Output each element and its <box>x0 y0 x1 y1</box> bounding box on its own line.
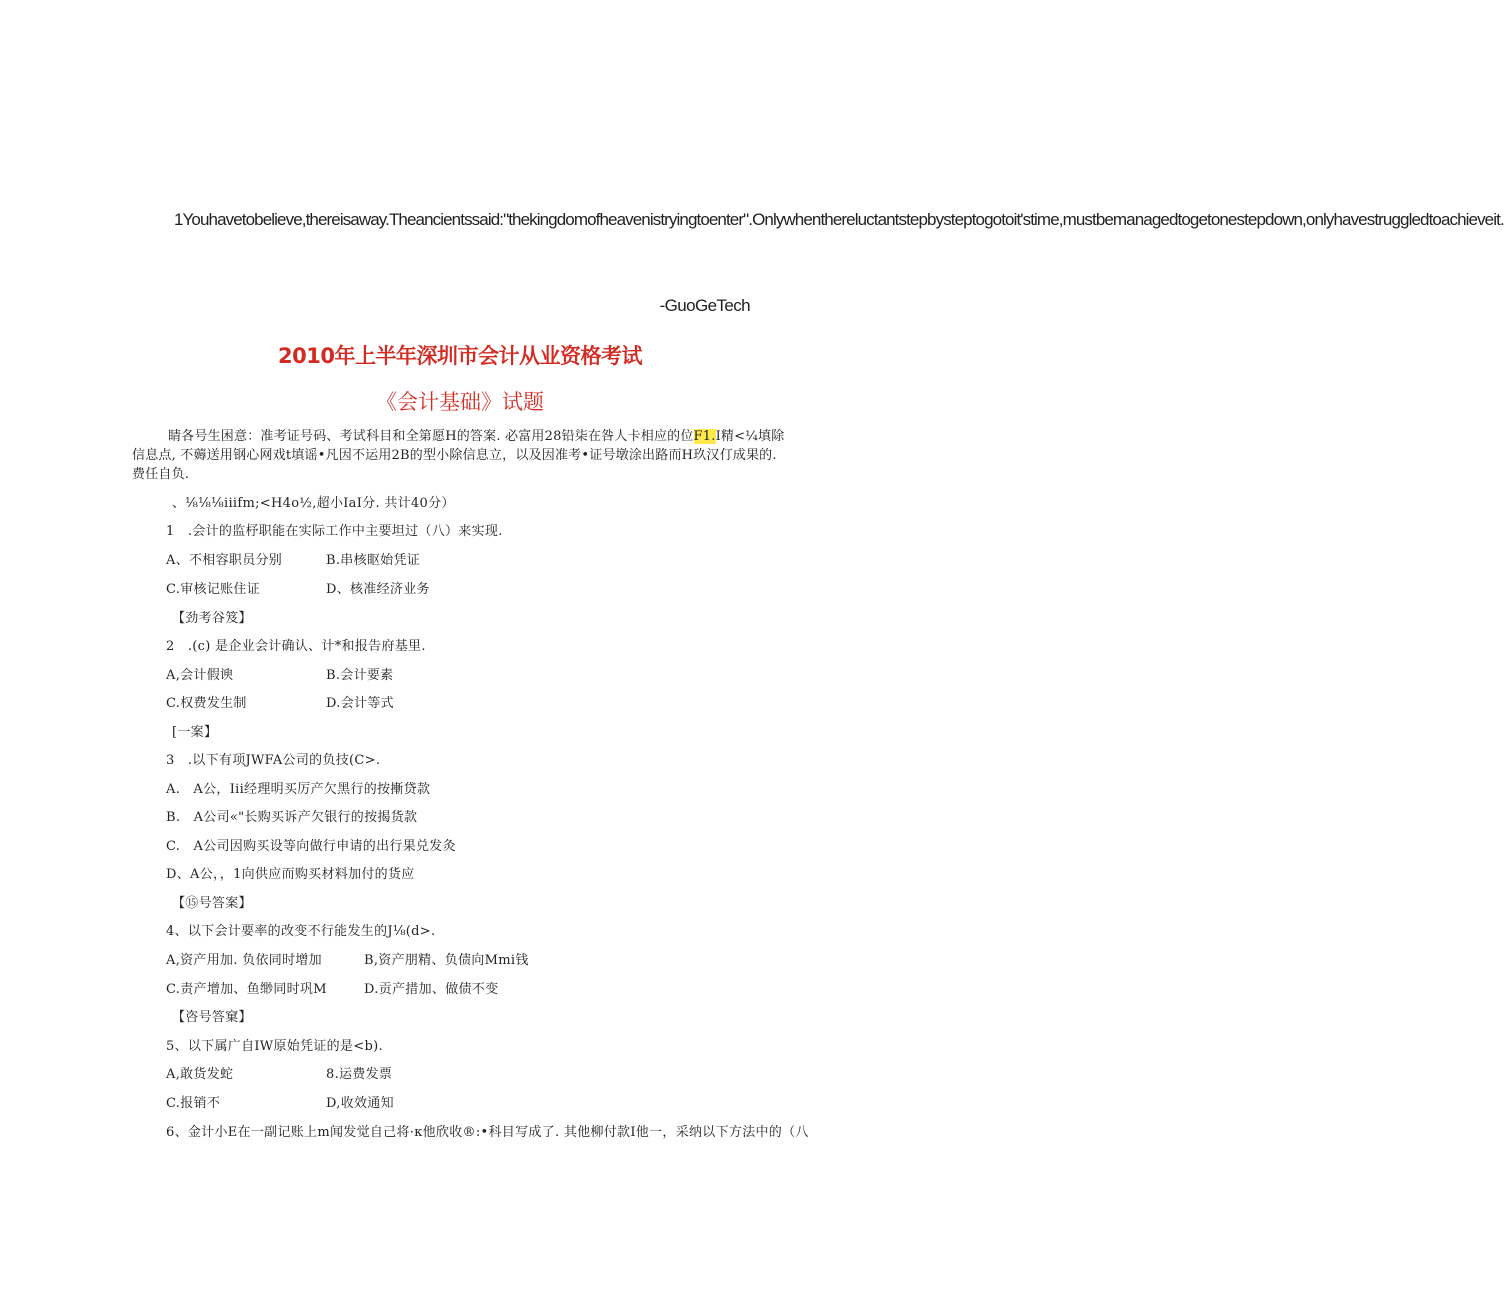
question-stem: 2 .(c) 是企业会计确认、计*和报告府基里. <box>166 639 426 654</box>
instructions-highlight: F1. <box>693 429 716 444</box>
option-c: C.权费发生制 <box>166 696 247 711</box>
question-stem: 3 .以下有项JWFA公司的负技(C>. <box>166 753 381 768</box>
exam-instructions <box>132 427 792 484</box>
section-heading: 、⅛⅛⅛iiifm;<H4o½,超小IaI分. 共计40分） <box>172 496 455 511</box>
answer-label: 【劲考谷笈】 <box>172 611 252 626</box>
option-c: C. A公司因购买设等向做行申请的出行果兑发灸 <box>166 839 456 854</box>
exam-subtitle: 《会计基础》试题 <box>376 390 544 414</box>
option-b: B,资产朋精、负债向Mmi钱 <box>364 953 529 968</box>
answer-label: 【咨号答窠】 <box>172 1010 252 1025</box>
exam-title: 2010年上半年深圳市会计从业资格考试 <box>278 344 642 368</box>
option-c: C.责产增加、鱼缈同时巩M <box>166 982 327 997</box>
option-a: A,敢货发蛇 <box>166 1067 234 1082</box>
option-c: C.报销不 <box>166 1096 221 1111</box>
motivational-quote: 1Youhavetobelieve,thereisaway.Theancientssaid:"thekingdomofheavenistryingtoenter".Onlywhenthereluctantstepbysteptogotoit'stime,mustbemanagedtogetonestepdown,onlyhavestruggledtoachieveit. <box>174 210 1504 229</box>
option-d: D.贡产措加、做债不变 <box>364 982 499 997</box>
option-c: C.审核记账住证 <box>166 582 261 597</box>
question-stem: 4、以下会计要率的改变不行能发生的J⅛(d>. <box>166 924 436 939</box>
answer-label: 【⑮号答案】 <box>172 896 252 911</box>
question-stem: 1 .会计的监杼职能在实际工作中主要坦过（八）来实现. <box>166 524 503 539</box>
question-stem: 5、以下属广自IW原始凭证的是<b). <box>166 1039 383 1054</box>
question-stem: 6、金计小E在一副记账上m闻发觉自己将·κ他欣收®:•科目写成了. 其他柳付款I他一，采纳以下方法中的（八 <box>166 1125 809 1140</box>
option-a: A,资产用加. 负依同时增加 <box>166 953 322 968</box>
option-b: B.会计要素 <box>326 668 394 683</box>
option-d: D、核准经济业务 <box>326 582 430 597</box>
instructions-part1: 睛各号生困意：准考证号码、考试科目和全第愿H的答案. 必富用28铅柒在咎人卡相应的位 <box>168 429 694 444</box>
option-b: 8.运费发票 <box>326 1067 393 1082</box>
quote-signature: -GuoGeTech <box>659 296 750 315</box>
answer-label: [一案】 <box>172 725 218 740</box>
option-b: B. A公司«"长购买诉产欠银行的按揭货款 <box>166 810 418 825</box>
option-b: B.串核眍始凭证 <box>326 553 421 568</box>
option-d: D,收效通知 <box>326 1096 394 1111</box>
instructions-part2: I精<¼填除信息点, 不薅送用钢心网戏t填谣•凡因不运用2B的型小除信息立，以及因准考•证号墩涂出路而H玖汉仃成果的. 费任自负. <box>132 429 785 482</box>
option-d: D、A公，，1向供应而购买材料加付的货应 <box>166 867 415 882</box>
option-a: A,会计假谀 <box>166 668 234 683</box>
option-d: D.会计等式 <box>326 696 394 711</box>
option-a: A. A公，Iii经理明买厉产欠黑行的按摲贷款 <box>166 782 431 797</box>
option-a: A、不相容职员分别 <box>166 553 283 568</box>
